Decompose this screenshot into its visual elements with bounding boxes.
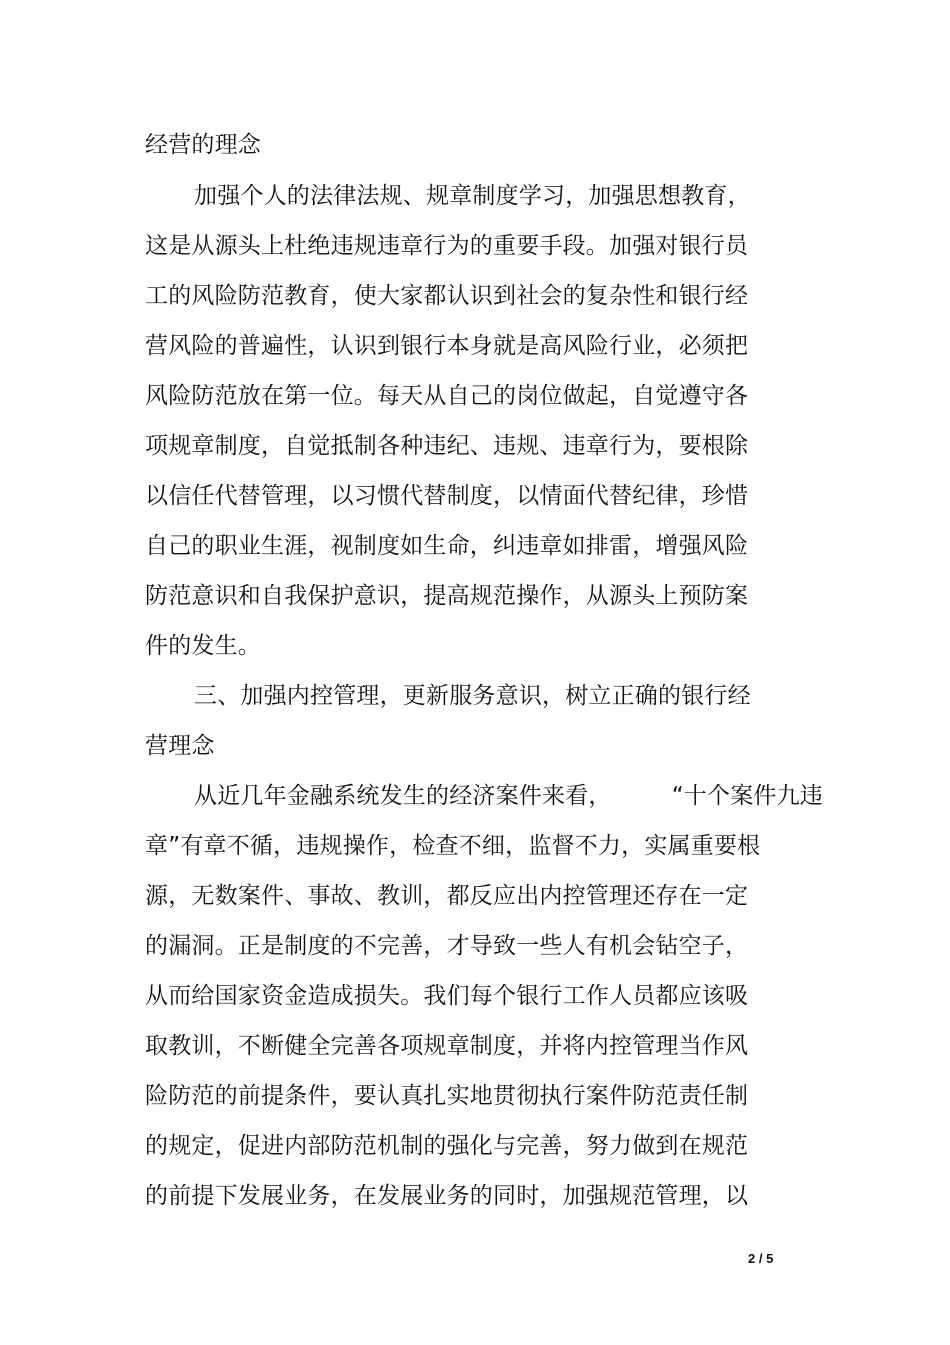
text-line: 营风险的普遍性，认识到银行本身就是高风险行业，必须把 xyxy=(145,333,749,359)
text-line: 的漏洞。正是制度的不完善，才导致一些人有机会钻空子， xyxy=(145,933,749,959)
text-line: 取教训，不断健全完善各项规章制度，并将内控管理当作风 xyxy=(145,1033,749,1059)
text-line: 件的发生。 xyxy=(145,633,261,659)
section-heading: 三、加强内控管理，更新服务意识，树立正确的银行经 xyxy=(194,683,751,709)
text-line: 工的风险防范教育，使大家都认识到社会的复杂性和银行经 xyxy=(145,283,749,309)
page-number: 2 / 5 xyxy=(748,1251,774,1266)
text-line: 防范意识和自我保护意识，提高规范操作，从源头上预防案 xyxy=(145,583,749,609)
text-line: 源，无数案件、事故、教训，都反应出内控管理还存在一定 xyxy=(145,883,749,909)
text-line: 的前提下发展业务，在发展业务的同时，加强规范管理，以 xyxy=(145,1183,749,1209)
text-line: 以信任代替管理，以习惯代替制度，以情面代替纪律，珍惜 xyxy=(145,483,749,509)
text-line: 的规定，促进内部防范机制的强化与完善，努力做到在规范 xyxy=(145,1133,749,1159)
text-line: 从而给国家资金造成损失。我们每个银行工作人员都应该吸 xyxy=(145,983,749,1009)
text-line: 自己的职业生涯，视制度如生命，纠违章如排雷，增强风险 xyxy=(145,533,749,559)
paragraph-first-line: 从近几年金融系统发生的经济案件来看， “十个案件九违 xyxy=(194,783,824,809)
section-heading-continuation: 营理念 xyxy=(145,733,215,759)
text-line: 项规章制度，自觉抵制各种违纪、违规、违章行为，要根除 xyxy=(145,433,749,459)
text-line: 险防范的前提条件，要认真扎实地贯彻执行案件防范责任制 xyxy=(145,1083,749,1109)
text-line: 经营的理念 xyxy=(145,132,261,158)
text-line: 这是从源头上杜绝违规违章行为的重要手段。加强对银行员 xyxy=(145,233,749,259)
paragraph-first-line: 加强个人的法律法规、规章制度学习，加强思想教育， xyxy=(194,183,751,209)
text-line: 风险防范放在第一位。每天从自己的岗位做起，自觉遵守各 xyxy=(145,383,749,409)
text-line: 章”有章不循，违规操作，检查不细，监督不力，实属重要根 xyxy=(145,833,761,859)
